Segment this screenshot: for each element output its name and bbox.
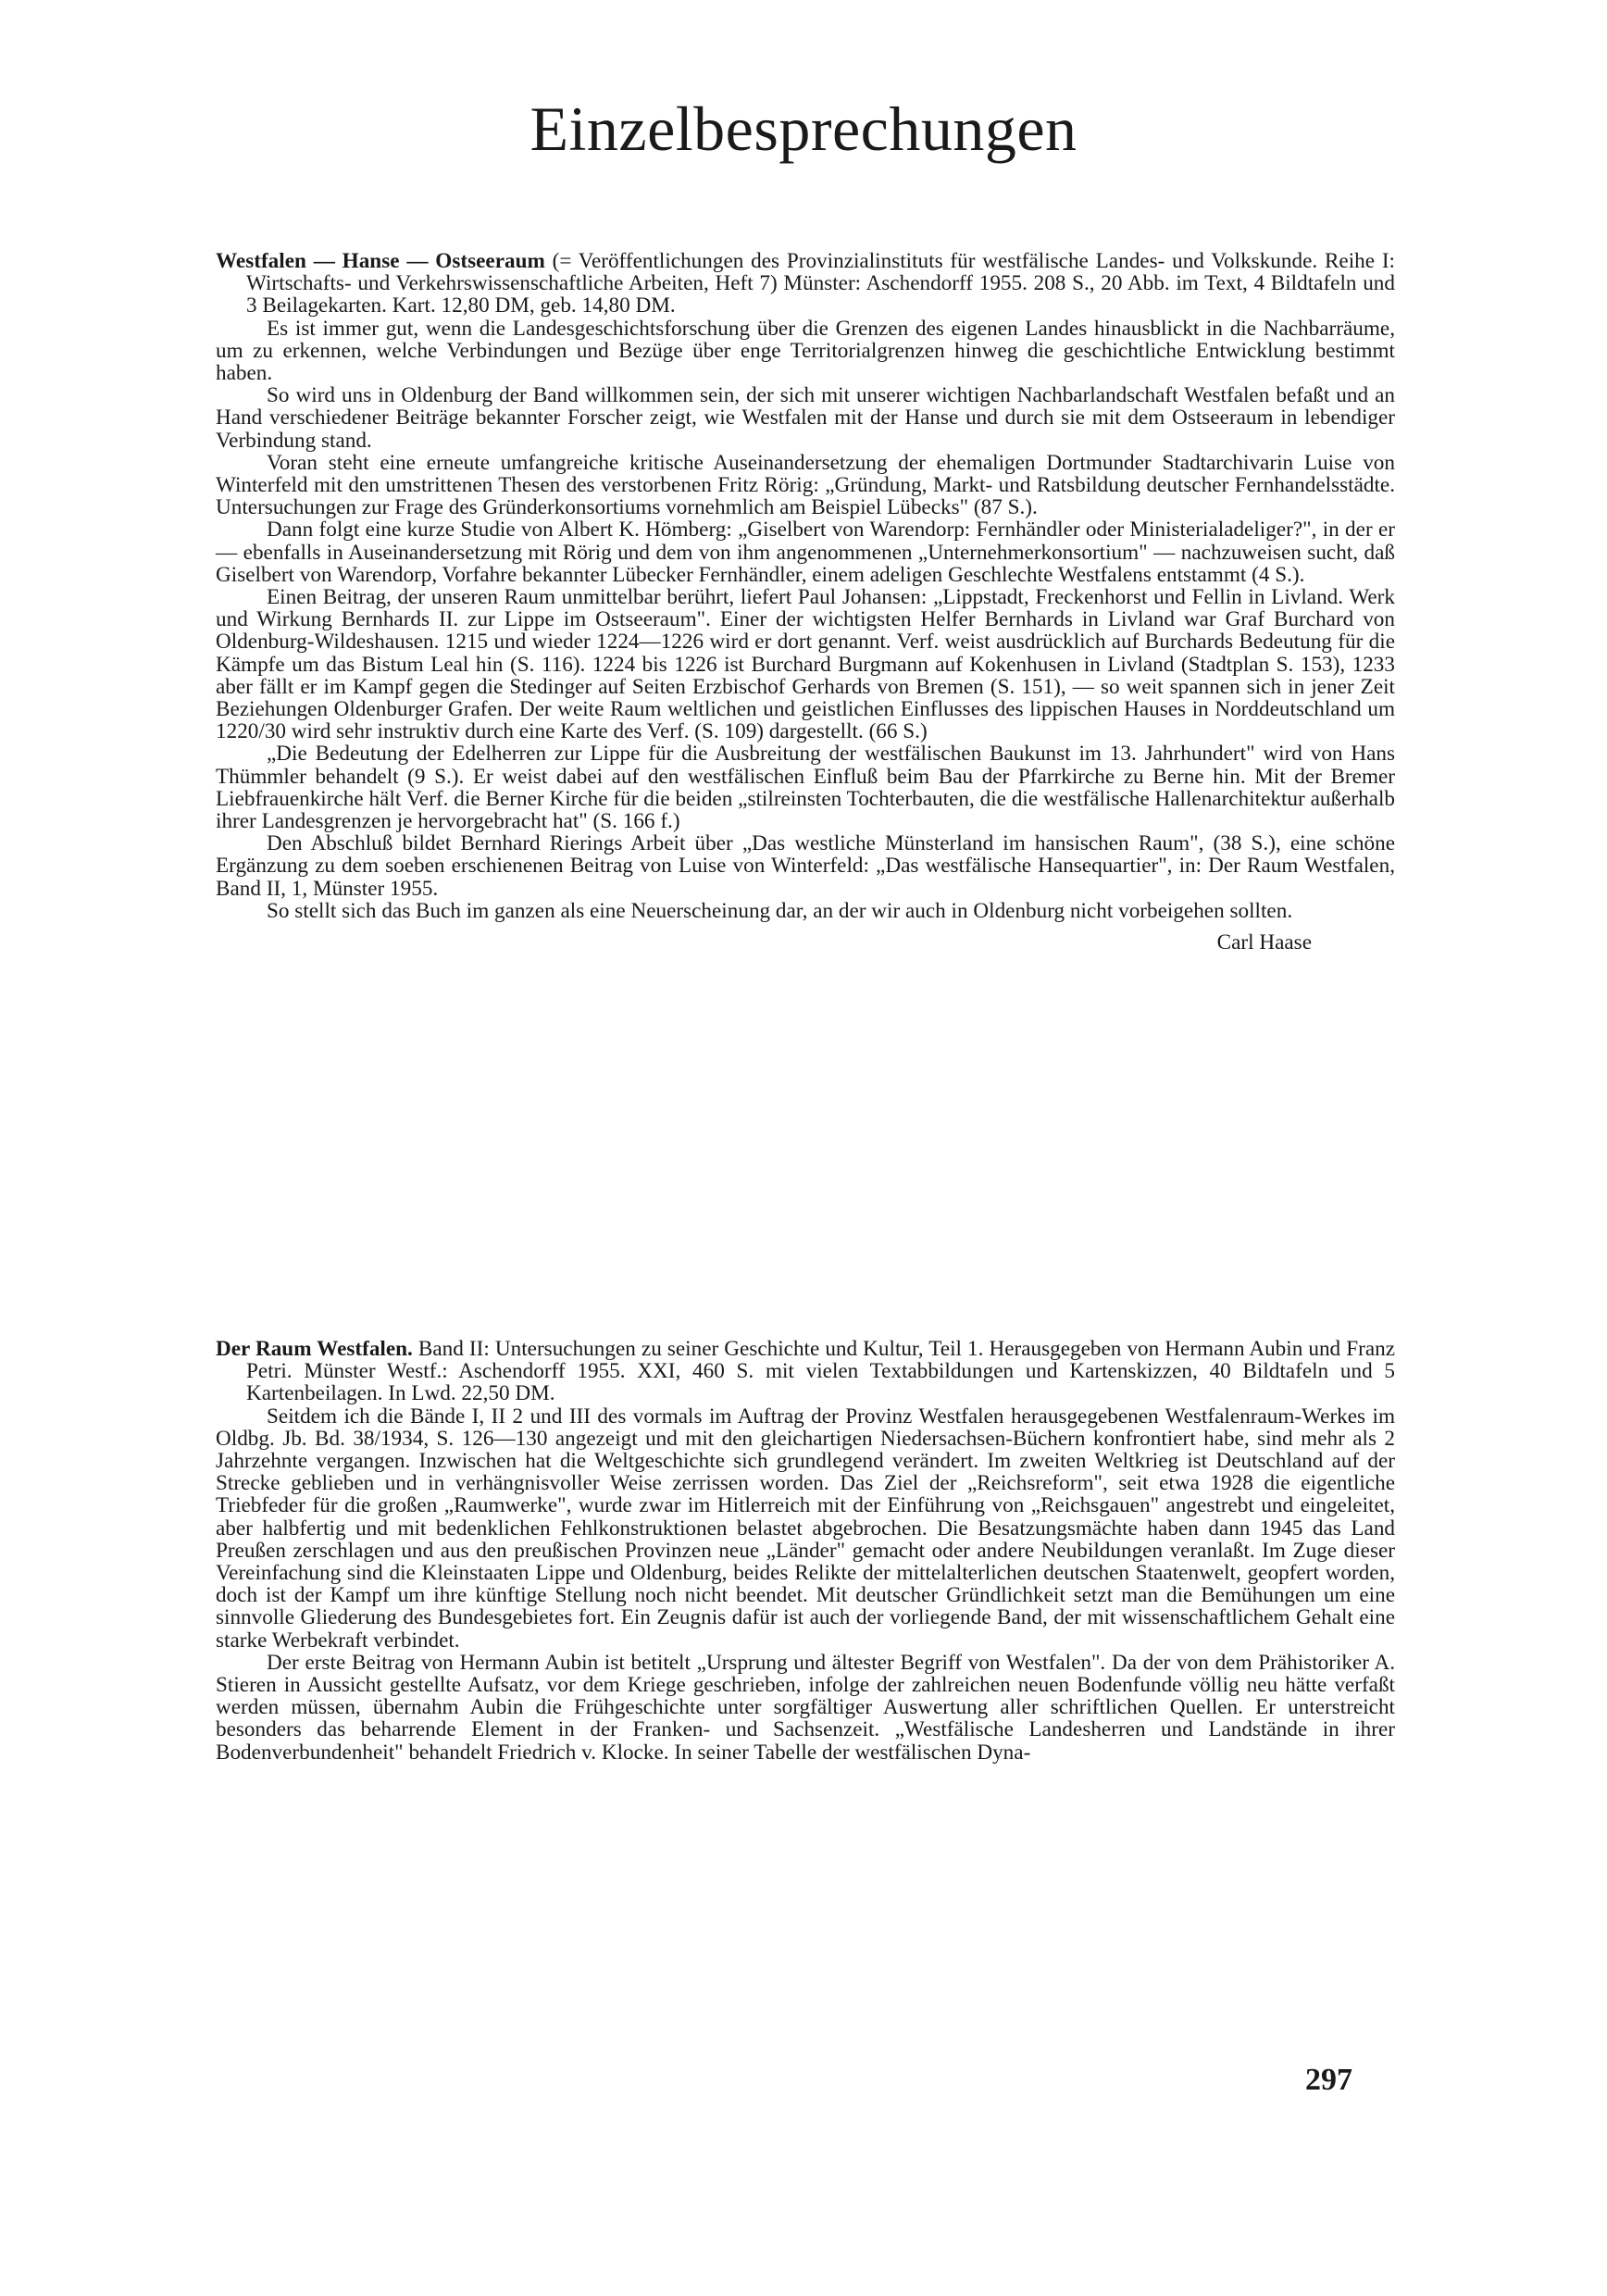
paragraph: Der erste Beitrag von Hermann Aubin ist betitelt „Ursprung und ältester Begriff von Westfalen". Da der von dem Prähistoriker A. Stieren in Aussicht gestellte Aufsatz, vor dem Kriege geschrieben, infolge der zahlreichen neuen Bodenfunde völlig neu hätte verfaßt werden müssen, übernahm Aubin die Frühgeschichte unter sorgfältiger Auswertung aller schriftlichen Quellen. Er unterstreicht besonders das beharrende Element in der Franken- und Sachsenzeit. „Westfälische Landesherren und Landstände in ihrer Bodenverbundenheit" behandelt Friedrich v. Klocke. In seiner Tabelle der westfälischen Dyna- <box>216 1650 1395 1765</box>
paragraph: Seitdem ich die Bände I, II 2 und III des vormals im Auftrag der Provinz Westfalen herausgegebenen Westfalenraum-Werkes im Oldbg. Jb. Bd. 38/1934, S. 126—130 angezeigt und mit den gleichartigen Niedersachsen-Büchern konfrontiert habe, sind mehr als 2 Jahrzehnte vergangen. Inzwischen hat die Weltgeschichte sich grundlegend verändert. Im zweiten Weltkrieg ist Deutschland auf der Strecke geblieben und in verhängnisvoller Weise zerrissen worden. Das Ziel der „Reichsreform", seit etwa 1928 die eigentliche Triebfeder für die großen „Raumwerke", wurde zwar im Hitlerreich mit der Einführung von „Reichsgauen" angestrebt und eingeleitet, aber halbfertig und mit bedenklichen Fehlkonstruktionen belastet abgebrochen. Die Besatzungsmächte haben dann 1945 das Land Preußen zerschlagen und aus den preußischen Provinzen neue „Länder" gemacht oder andere Neubildungen veranlaßt. Im Zuge dieser Vereinfachung sind die Kleinstaaten Lippe und Oldenburg, beides Relikte der mittelalterlichen deutschen Staatenwelt, geopfert worden, doch ist der Kampf um ihre künftige Stellung noch nicht beendet. Mit deutscher Gründlichkeit setzt man die Bemühungen um eine sinnvolle Gliederung des Bundesgebietes fort. Ein Zeugnis dafür ist auch der vorliegende Band, der mit wissenschaftlichem Gehalt eine starke Werbekraft verbindet. <box>216 1404 1395 1653</box>
review-book-title: Westfalen — Hanse — Ostseeraum <box>216 249 545 273</box>
paragraph: Einen Beitrag, der unseren Raum unmittelbar berührt, liefert Paul Johansen: „Lippstadt, Freckenhorst und Fellin in Livland. Werk und Wirkung Bernhards II. zur Lippe im Ostseeraum". Einer der wichtigsten Helfer Bernhards in Livland war Graf Burchard von Oldenburg-Wildeshausen. 1215 und wieder 1224—1226 wird er dort genannt. Verf. weist ausdrücklich auf Burchards Bedeutung für die Kämpfe um das Bistum Leal hin (S. 116). 1224 bis 1226 ist Burchard Burgmann auf Kokenhusen in Livland (Stadtplan S. 153), 1233 aber fällt er im Kampf gegen die Stedinger auf Seiten Erzbischof Gerhards von Bremen (S. 151), — so weit spannen sich in jener Zeit Beziehungen Oldenburger Grafen. Der weite Raum weltlichen und geistlichen Einflusses des lippischen Hauses in Norddeutschland um 1220/30 wird sehr instruktiv durch eine Karte des Verf. (S. 109) dargestellt. (66 S.) <box>216 585 1395 744</box>
review-heading <box>216 1338 1395 1405</box>
reviewer-signature: Carl Haase <box>1216 930 1312 955</box>
paragraph: Es ist immer gut, wenn die Landesgeschichtsforschung über die Grenzen des eigenen Landes hinausblickt in die Nachbarräume, um zu erkennen, welche Verbindungen und Bezüge über enge Territorialgrenzen hinweg die geschichtliche Entwicklung bestimmt haben. <box>216 316 1395 386</box>
review-bibliography: (= Veröffentlichungen des Provinzialinstituts für westfälische Landes- und Volkskunde. Reihe I: Wirtschafts- und Verkehrswissenschaftliche Arbeiten, Heft 7) Münster: Aschendorff 1955. 208 S., 20 Abb. im Text, 4 Bildtafeln und 3 Beilagekarten. Kart. 12,80 DM, geb. 14,80 DM. <box>246 249 1395 318</box>
paragraph: Voran steht eine erneute umfangreiche kritische Auseinandersetzung der ehemaligen Dortmunder Stadtarchivarin Luise von Winterfeld mit den umstrittenen Thesen des verstorbenen Fritz Rörig: „Gründung, Markt- und Ratsbildung deutscher Fernhandelsstädte. Untersuchungen zur Frage des Gründerkonsortiums vornehmlich am Beispiel Lübecks" (87 S.). <box>216 450 1395 520</box>
review-der-raum-westfalen <box>216 1338 1395 1764</box>
paragraph: Den Abschluß bildet Bernhard Rierings Arbeit über „Das westliche Münsterland im hansischen Raum", (38 S.), eine schöne Ergänzung zu dem soeben erschienenen Beitrag von Luise von Winterfeld: „Das westfälische Hansequartier", in: Der Raum Westfalen, Band II, 1, Münster 1955. <box>216 831 1395 901</box>
page-title: Einzelbesprechungen <box>529 94 1078 164</box>
paragraph: So stellt sich das Buch im ganzen als eine Neuerscheinung dar, an der wir auch in Oldenburg nicht vorbeigehen sollten. <box>267 898 1293 923</box>
review-bibliography: Band II: Untersuchungen zu seiner Geschichte und Kultur, Teil 1. Herausgegeben von Hermann Aubin und Franz Petri. Münster Westf.: Aschendorff 1955. XXI, 460 S. mit vielen Textabbildungen und Kartenskizzen, 40 Bildtafeln und 5 Kartenbeilagen. In Lwd. 22,50 DM. <box>246 1337 1396 1406</box>
paragraph: „Die Bedeutung der Edelherren zur Lippe für die Ausbreitung der westfälischen Baukunst im 13. Jahrhundert" wird von Hans Thümmler behandelt (9 S.). Er weist dabei auf den westfälischen Einfluß beim Bau der Pfarrkirche zu Berne hin. Mit der Bremer Liebfrauenkirche hält Verf. die Berner Kirche für die beiden „stilreinsten Tochterbauten, die die westfälische Hallenarchitektur außerhalb ihrer Landesgrenzen je hervorgebracht hat" (S. 166 f.) <box>216 742 1395 834</box>
paragraph: So wird uns in Oldenburg der Band willkommen sein, der sich mit unserer wichtigen Nachbarlandschaft Westfalen befaßt und an Hand verschiedener Beiträge bekannter Forscher zeigt, wie Westfalen mit der Hanse und durch sie mit dem Ostseeraum in lebendiger Verbindung stand. <box>216 383 1395 453</box>
review-heading <box>216 250 1395 318</box>
paragraph: Dann folgt eine kurze Studie von Albert K. Hömberg: „Giselbert von Warendorp: Fernhändler oder Ministerialadeliger?", in der er — ebenfalls in Auseinandersetzung mit Rörig und dem von ihm angenommenen „Unternehmerkonsortium" — nachzuweisen sucht, daß Giselbert von Warendorp, Vorfahre bekannter Lübecker Fernhändler, einem adeligen Geschlechte Westfalens entstammt (4 S.). <box>216 518 1395 587</box>
review-westfalen-hanse-ostseeraum <box>216 250 1395 954</box>
page-number: 297 <box>1305 2063 1352 2097</box>
review-book-title: Der Raum Westfalen. <box>216 1337 413 1361</box>
